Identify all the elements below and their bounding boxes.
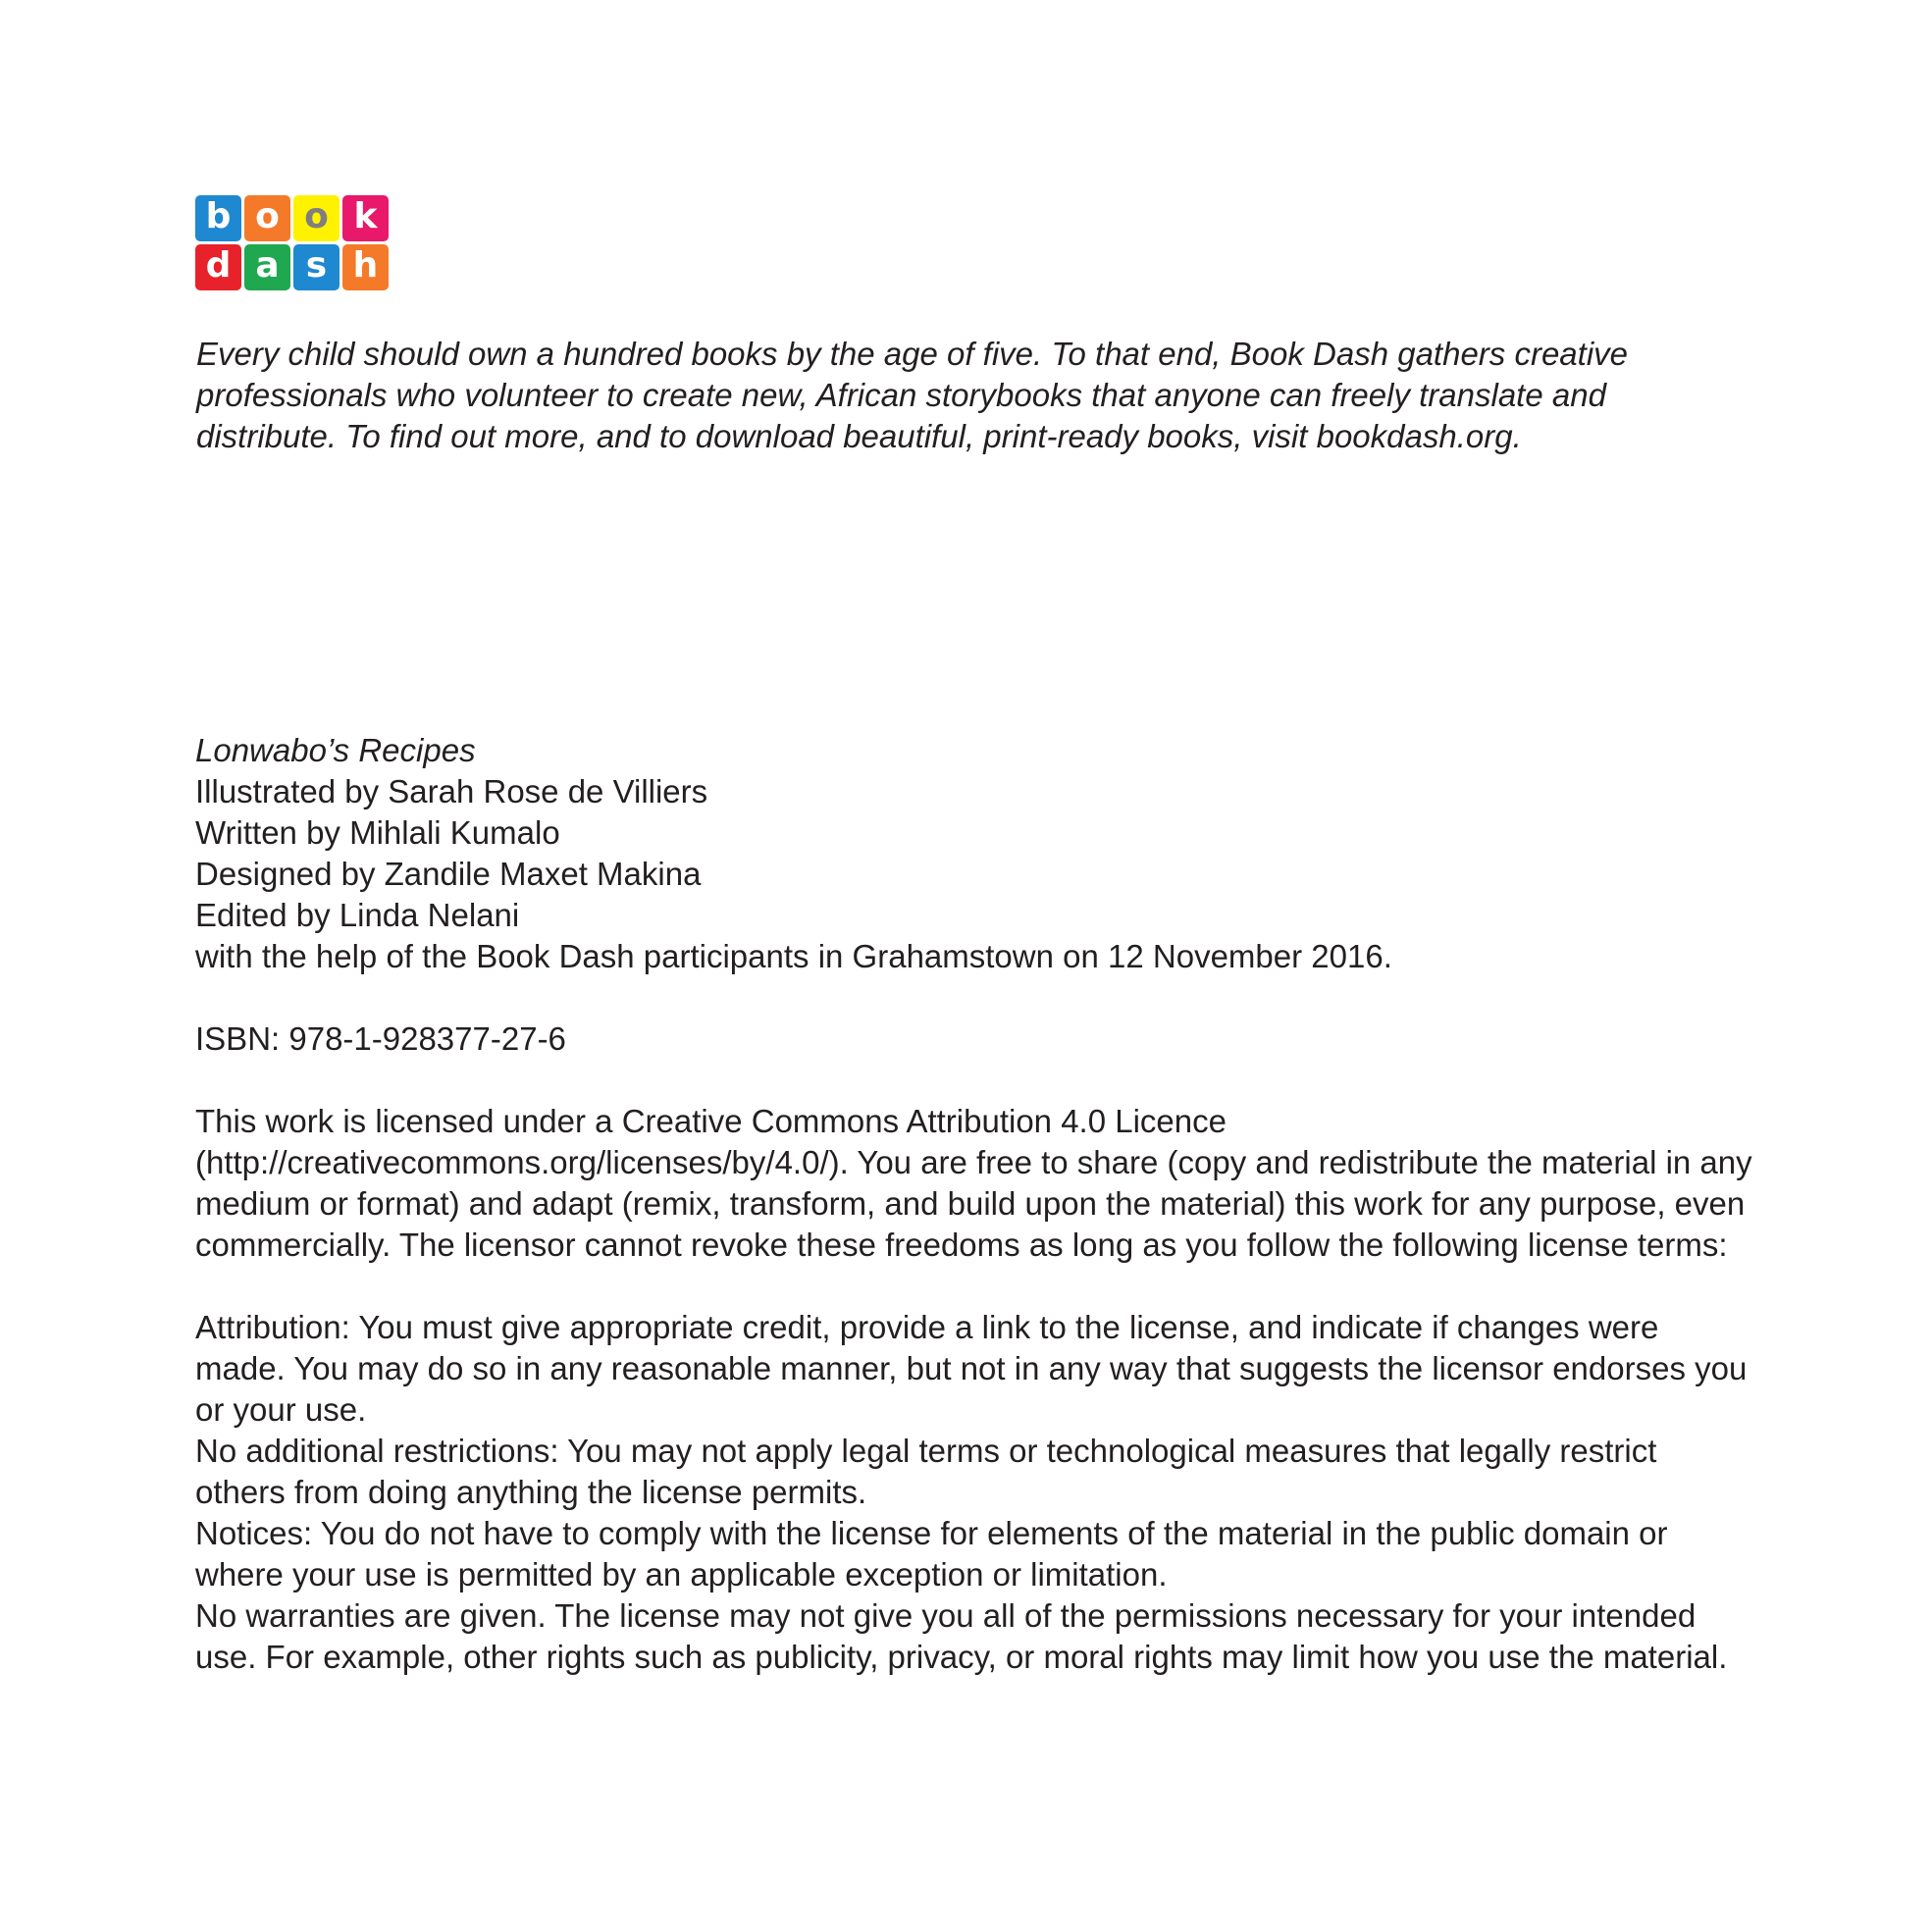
isbn: ISBN: 978-1-928377-27-6 [195,1020,566,1057]
spacer [195,977,1765,1018]
license-notices: Notices: You do not have to comply with the license for elements of the material in the public domain or where your use is permitted by an applicable exception or limitation. [195,1515,1668,1593]
logo-tile: d [195,244,241,290]
logo-tile: k [342,195,389,241]
logo-tile: b [195,195,241,241]
logo-tile: o [293,195,339,241]
book-dash-logo [195,195,388,291]
editor-credit: Edited by Linda Nelani [195,897,520,933]
illustrator-credit: Illustrated by Sarah Rose de Villiers [195,773,708,809]
license-intro: This work is licensed under a Creative Commons Attribution 4.0 Licence (http://creativecommons.org/licenses/by/4.0/). You are free to share (copy and redistribute the material in any medium or format) and adapt (remix, transform, and build upon the material) this work for any purpose, even commercially. The licensor cannot revoke these freedoms as long as you follow the following license terms: [195,1103,1752,1263]
license-section [195,1101,1765,1678]
credits-block [195,730,1765,1678]
designer-credit: Designed by Zandile Maxet Makina [195,856,702,892]
logo-tile: a [244,244,290,290]
license-no-restrictions: No additional restrictions: You may not apply legal terms or technological measures that legally restrict others from doing anything the license permits. [195,1433,1657,1510]
participants-credit: with the help of the Book Dash participants in Grahamstown on 12 November 2016. [195,938,1392,974]
author-credit: Written by Mihlali Kumalo [195,814,560,851]
spacer [195,1266,1765,1307]
spacer [195,1060,1765,1101]
book-title: Lonwabo’s Recipes [195,732,476,768]
logo-tile: o [244,195,290,241]
license-attribution: Attribution: You must give appropriate credit, provide a link to the license, and indicate if changes were made. You may do so in any reasonable manner, but not in any way that suggests the licensor endorses you or your use. [195,1309,1748,1428]
license-warranties: No warranties are given. The license may not give you all of the permissions necessary for your intended use. For example, other rights such as publicity, privacy, or moral rights may limit how you use the material. [195,1597,1728,1675]
intro-paragraph: Every child should own a hundred books by the age of five. To that end, Book Dash gathers creative professionals who volunteer to create new, African storybooks that anyone can freely translate and distribute. To find out more, and to download beautiful, print-ready books, visit bookdash.org. [196,336,1629,454]
logo-tile: s [293,244,339,290]
logo-tile: h [342,244,389,290]
